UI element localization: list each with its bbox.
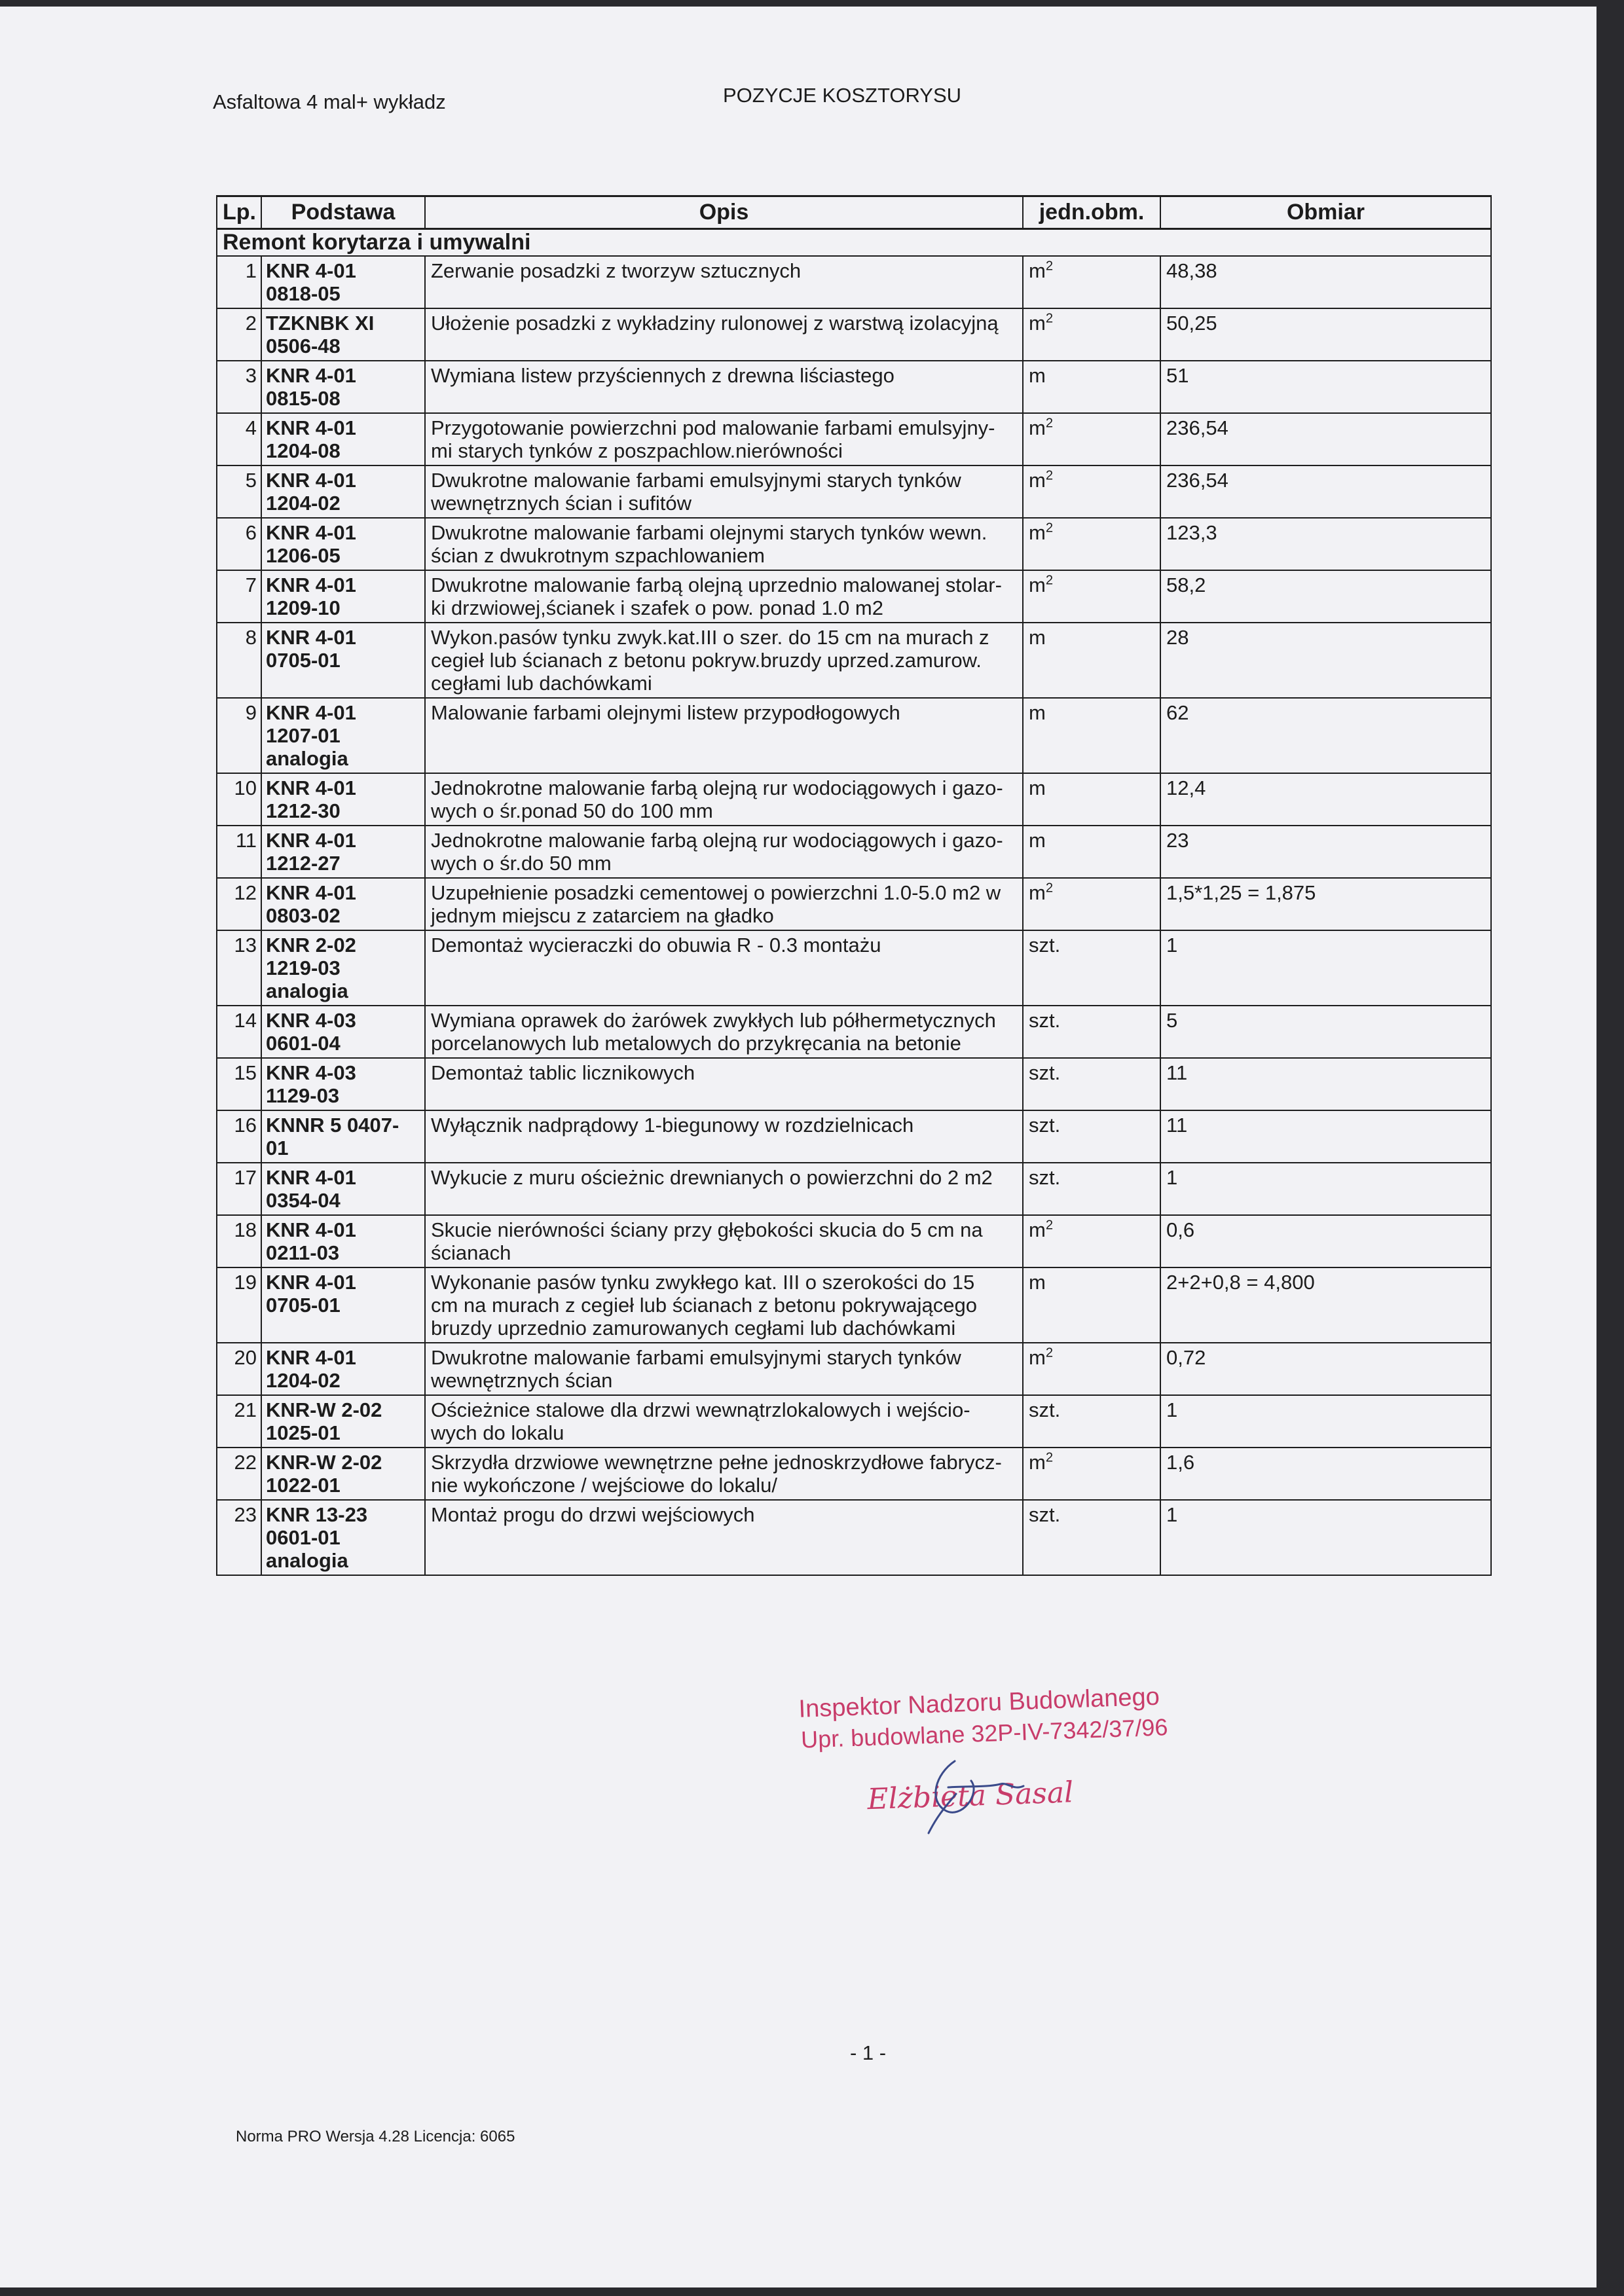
unit-cell [1023, 465, 1160, 518]
unit-text: szt. [1029, 1061, 1061, 1084]
row-number: 21 [217, 1395, 261, 1448]
basis-line: KNR 4-01 [266, 521, 356, 544]
table-row [217, 1163, 1491, 1215]
basis-line: 0211-03 [266, 1241, 340, 1264]
unit-cell [1023, 570, 1160, 623]
software-footer: Norma PRO Wersja 4.28 Licencja: 6065 [236, 2128, 515, 2145]
basis-cell [261, 570, 425, 623]
basis-line: KNR 4-01 [266, 701, 356, 724]
basis-line: 0803-02 [266, 904, 341, 927]
column-header-obmiar: Obmiar [1160, 196, 1491, 229]
handwritten-signature [909, 1748, 1033, 1846]
basis-line: 0601-01 [266, 1526, 341, 1549]
basis-line: KNR 4-01 [266, 881, 356, 904]
basis-cell [261, 773, 425, 826]
description-line: Dwukrotne malowanie farbami emulsyjnymi starych tynków [431, 469, 961, 492]
description-line: Dwukrotne malowanie farbami emulsyjnymi starych tynków [431, 1346, 961, 1369]
unit-text: szt. [1029, 1166, 1061, 1189]
basis-cell [261, 256, 425, 308]
description-cell [425, 930, 1023, 1006]
table-row [217, 1110, 1491, 1163]
unit-superscript: 2 [1045, 1450, 1054, 1465]
row-number: 11 [217, 826, 261, 878]
basis-cell [261, 518, 425, 570]
basis-line: 1207-01 [266, 724, 341, 747]
column-header-opis: Opis [425, 196, 1023, 229]
quantity-cell: 50,25 [1160, 308, 1491, 361]
basis-cell [261, 1500, 425, 1575]
unit-text: m [1029, 1218, 1046, 1241]
quantity-cell: 1 [1160, 1500, 1491, 1575]
unit-cell [1023, 1058, 1160, 1110]
table-row [217, 1058, 1491, 1110]
description-line: Jednokrotne malowanie farbą olejną rur wodociągowych i gazo- [431, 776, 1003, 799]
document-page [0, 7, 1596, 2287]
unit-cell [1023, 773, 1160, 826]
estimate-table [216, 195, 1492, 1576]
unit-cell [1023, 930, 1160, 1006]
description-line: Przygotowanie powierzchni pod malowanie farbami emulsyjny- [431, 416, 995, 439]
table-row [217, 1448, 1491, 1500]
description-line: Demontaż wycieraczki do obuwia R - 0.3 montażu [431, 934, 881, 957]
unit-cell [1023, 1267, 1160, 1343]
basis-line: 1212-27 [266, 852, 341, 875]
unit-superscript: 2 [1045, 573, 1054, 588]
description-cell [425, 256, 1023, 308]
description-cell [425, 1500, 1023, 1575]
quantity-cell: 1 [1160, 1163, 1491, 1215]
section-title: Remont korytarza i umywalni [217, 229, 1491, 257]
basis-line: 1209-10 [266, 596, 341, 619]
description-line: Ościeżnice stalowe dla drzwi wewnątrzlokalowych i wejścio- [431, 1398, 970, 1421]
quantity-cell: 1 [1160, 1395, 1491, 1448]
basis-cell [261, 1215, 425, 1267]
basis-line: 1206-05 [266, 544, 341, 567]
description-line: wych do lokalu [431, 1421, 564, 1444]
row-number: 5 [217, 465, 261, 518]
unit-cell [1023, 1500, 1160, 1575]
row-number: 7 [217, 570, 261, 623]
basis-line: 01 [266, 1137, 289, 1159]
quantity-cell: 11 [1160, 1058, 1491, 1110]
table-row [217, 413, 1491, 465]
description-line: Skrzydła drzwiowe wewnętrzne pełne jednoskrzydłowe fabrycz- [431, 1451, 1002, 1474]
unit-cell [1023, 1395, 1160, 1448]
basis-line: KNR 4-03 [266, 1009, 356, 1032]
row-number: 6 [217, 518, 261, 570]
description-line: wewnętrznych ścian [431, 1369, 613, 1392]
unit-cell [1023, 1163, 1160, 1215]
table-row [217, 361, 1491, 413]
unit-cell [1023, 1343, 1160, 1395]
quantity-cell: 5 [1160, 1006, 1491, 1058]
basis-cell [261, 361, 425, 413]
description-line: Wymiana listew przyściennych z drewna liściastego [431, 364, 895, 387]
unit-cell [1023, 1110, 1160, 1163]
unit-cell [1023, 623, 1160, 698]
basis-cell [261, 1110, 425, 1163]
basis-line: TZKNBK XI [266, 312, 375, 335]
report-title: POZYCJE KOSZTORYSU [723, 84, 962, 107]
unit-cell [1023, 1448, 1160, 1500]
quantity-cell: 236,54 [1160, 465, 1491, 518]
basis-cell [261, 1058, 425, 1110]
quantity-cell: 1 [1160, 930, 1491, 1006]
basis-cell [261, 1267, 425, 1343]
description-cell [425, 1343, 1023, 1395]
unit-superscript: 2 [1045, 311, 1054, 326]
description-cell [425, 1267, 1023, 1343]
basis-line: KNR 2-02 [266, 934, 356, 957]
basis-line: 1022-01 [266, 1474, 341, 1497]
quantity-cell: 11 [1160, 1110, 1491, 1163]
description-line: jednym miejscu z zatarciem na gładko [431, 904, 774, 927]
basis-line: 1212-30 [266, 799, 341, 822]
stamp-name: Elżbieta Sasal [866, 1776, 1075, 1817]
description-line: wych o śr.ponad 50 do 100 mm [431, 799, 713, 822]
basis-line: KNR 4-01 [266, 574, 356, 596]
quantity-cell: 0,6 [1160, 1215, 1491, 1267]
description-line: Jednokrotne malowanie farbą olejną rur wodociągowych i gazo- [431, 829, 1003, 852]
unit-cell [1023, 308, 1160, 361]
quantity-cell: 1,5*1,25 = 1,875 [1160, 878, 1491, 930]
quantity-cell: 1,6 [1160, 1448, 1491, 1500]
description-line: ścian z dwukrotnym szpachlowaniem [431, 544, 765, 567]
description-line: ścianach [431, 1241, 511, 1264]
table-row [217, 826, 1491, 878]
unit-text: m [1029, 701, 1046, 724]
row-number: 4 [217, 413, 261, 465]
unit-text: m [1029, 1451, 1046, 1474]
unit-text: m [1029, 416, 1046, 439]
unit-text: m [1029, 829, 1046, 852]
basis-cell [261, 1343, 425, 1395]
description-cell [425, 1110, 1023, 1163]
basis-line: KNR 4-01 [266, 1166, 356, 1189]
unit-cell [1023, 698, 1160, 773]
table-row [217, 1500, 1491, 1575]
description-cell [425, 1395, 1023, 1448]
quantity-cell: 51 [1160, 361, 1491, 413]
description-line: Uzupełnienie posadzki cementowej o powierzchni 1.0-5.0 m2 w [431, 881, 1001, 904]
basis-line: KNR 4-01 [266, 626, 356, 649]
basis-line: KNR 4-01 [266, 364, 356, 387]
description-line: cegieł lub ścianach z betonu pokryw.bruzdy uprzed.zamurow. [431, 649, 982, 672]
unit-text: m [1029, 574, 1046, 596]
unit-text: m [1029, 1271, 1046, 1294]
description-line: Demontaż tablic licznikowych [431, 1061, 695, 1084]
basis-cell [261, 698, 425, 773]
quantity-cell: 123,3 [1160, 518, 1491, 570]
description-line: porcelanowych lub metalowych do przykręcania na betonie [431, 1032, 961, 1055]
unit-text: m [1029, 1346, 1046, 1369]
basis-line: 1219-03 [266, 957, 341, 979]
table-row [217, 1395, 1491, 1448]
table-row [217, 878, 1491, 930]
row-number: 12 [217, 878, 261, 930]
description-line: Montaż progu do drzwi wejściowych [431, 1503, 755, 1526]
description-cell [425, 1058, 1023, 1110]
description-line: Wykonanie pasów tynku zwykłego kat. III o szerokości do 15 [431, 1271, 975, 1294]
unit-text: szt. [1029, 1114, 1061, 1137]
unit-superscript: 2 [1045, 1218, 1054, 1233]
basis-line: KNR 13-23 [266, 1503, 368, 1526]
unit-text: m [1029, 881, 1046, 904]
basis-cell [261, 878, 425, 930]
row-number: 10 [217, 773, 261, 826]
document-title: Asfaltowa 4 mal+ wykładz [213, 90, 446, 113]
description-line: mi starych tynków z poszpachlow.nierówności [431, 439, 843, 462]
description-line: Wykucie z muru ościeżnic drewnianych o powierzchni do 2 m2 [431, 1166, 993, 1189]
unit-text: m [1029, 259, 1046, 282]
description-line: nie wykończone / wejściowe do lokalu/ [431, 1474, 777, 1497]
basis-line: KNR 4-01 [266, 416, 356, 439]
table-row [217, 465, 1491, 518]
table-row [217, 930, 1491, 1006]
basis-cell [261, 1006, 425, 1058]
description-line: Dwukrotne malowanie farbami olejnymi starych tynków wewn. [431, 521, 987, 544]
row-number: 13 [217, 930, 261, 1006]
description-cell [425, 465, 1023, 518]
row-number: 23 [217, 1500, 261, 1575]
basis-line: KNR 4-01 [266, 1346, 356, 1369]
description-cell [425, 518, 1023, 570]
description-line: Wymiana oprawek do żarówek zwykłych lub półhermetycznych [431, 1009, 996, 1032]
basis-cell [261, 308, 425, 361]
basis-cell [261, 1163, 425, 1215]
basis-line: KNR 4-01 [266, 776, 356, 799]
table-row [217, 1215, 1491, 1267]
table-row [217, 308, 1491, 361]
basis-line: analogia [266, 979, 348, 1002]
row-number: 3 [217, 361, 261, 413]
table-row [217, 773, 1491, 826]
basis-line: KNR-W 2-02 [266, 1398, 382, 1421]
quantity-cell: 28 [1160, 623, 1491, 698]
stamp-license: Upr. budowlane 32P-IV-7342/37/96 [800, 1713, 1169, 1753]
table-row [217, 623, 1491, 698]
description-line: wewnętrznych ścian i sufitów [431, 492, 692, 515]
basis-line: 0705-01 [266, 649, 341, 672]
basis-line: 0506-48 [266, 335, 341, 357]
description-cell [425, 826, 1023, 878]
page-number: - 1 - [850, 2041, 887, 2064]
quantity-cell: 236,54 [1160, 413, 1491, 465]
basis-cell [261, 930, 425, 1006]
basis-cell [261, 623, 425, 698]
quantity-cell: 0,72 [1160, 1343, 1491, 1395]
table-row [217, 698, 1491, 773]
row-number: 8 [217, 623, 261, 698]
unit-superscript: 2 [1045, 468, 1054, 483]
row-number: 18 [217, 1215, 261, 1267]
table-row [217, 1343, 1491, 1395]
unit-text: m [1029, 469, 1046, 492]
quantity-cell: 62 [1160, 698, 1491, 773]
basis-line: KNR 4-01 [266, 1218, 356, 1241]
description-cell [425, 1448, 1023, 1500]
unit-text: m [1029, 364, 1046, 387]
unit-cell [1023, 1215, 1160, 1267]
description-line: cm na murach z cegieł lub ścianach z betonu pokrywającego [431, 1294, 978, 1317]
quantity-cell: 23 [1160, 826, 1491, 878]
unit-text: szt. [1029, 1503, 1061, 1526]
quantity-cell: 12,4 [1160, 773, 1491, 826]
basis-line: 1025-01 [266, 1421, 341, 1444]
unit-cell [1023, 826, 1160, 878]
row-number: 19 [217, 1267, 261, 1343]
description-cell [425, 308, 1023, 361]
basis-line: 1204-02 [266, 1369, 341, 1392]
quantity-cell: 2+2+0,8 = 4,800 [1160, 1267, 1491, 1343]
description-line: Zerwanie posadzki z tworzyw sztucznych [431, 259, 802, 282]
column-header-podstawa: Podstawa [261, 196, 425, 229]
basis-cell [261, 1448, 425, 1500]
description-cell [425, 1215, 1023, 1267]
row-number: 1 [217, 256, 261, 308]
basis-line: 0601-04 [266, 1032, 341, 1055]
basis-cell [261, 1395, 425, 1448]
row-number: 16 [217, 1110, 261, 1163]
description-line: wych o śr.do 50 mm [431, 852, 612, 875]
description-line: Dwukrotne malowanie farbą olejną uprzednio malowanej stolar- [431, 574, 1002, 596]
basis-line: KNR 4-01 [266, 1271, 356, 1294]
basis-cell [261, 413, 425, 465]
column-header-lp: Lp. [217, 196, 261, 229]
description-cell [425, 570, 1023, 623]
description-cell [425, 1006, 1023, 1058]
table-row [217, 1267, 1491, 1343]
description-cell [425, 413, 1023, 465]
basis-line: KNR 4-01 [266, 259, 356, 282]
description-line: cegłami lub dachówkami [431, 672, 652, 695]
description-line: bruzdy uprzednio zamurowanych cegłami lub dachówkami [431, 1317, 956, 1339]
description-line: Skucie nierówności ściany przy głębokości skucia do 5 cm na [431, 1218, 983, 1241]
basis-line: 1204-02 [266, 492, 341, 515]
basis-line: KNR 4-01 [266, 469, 356, 492]
row-number: 9 [217, 698, 261, 773]
section-row [217, 229, 1491, 257]
unit-text: szt. [1029, 1398, 1061, 1421]
unit-text: szt. [1029, 934, 1061, 957]
basis-cell [261, 826, 425, 878]
unit-cell [1023, 518, 1160, 570]
basis-line: analogia [266, 747, 348, 770]
description-line: Wykon.pasów tynku zwyk.kat.III o szer. do 15 cm na murach z [431, 626, 989, 649]
basis-line: 0705-01 [266, 1294, 341, 1317]
column-header-unit: jedn.obm. [1023, 196, 1160, 229]
unit-superscript: 2 [1045, 259, 1054, 274]
unit-cell [1023, 361, 1160, 413]
description-line: Malowanie farbami olejnymi listew przypodłogowych [431, 701, 900, 724]
row-number: 15 [217, 1058, 261, 1110]
quantity-cell: 58,2 [1160, 570, 1491, 623]
row-number: 17 [217, 1163, 261, 1215]
row-number: 14 [217, 1006, 261, 1058]
unit-text: szt. [1029, 1009, 1061, 1032]
basis-line: KNR 4-03 [266, 1061, 356, 1084]
basis-cell [261, 465, 425, 518]
description-cell [425, 773, 1023, 826]
basis-line: KNNR 5 0407- [266, 1114, 399, 1137]
description-cell [425, 361, 1023, 413]
unit-cell [1023, 878, 1160, 930]
unit-superscript: 2 [1045, 520, 1054, 536]
description-cell [425, 878, 1023, 930]
description-cell [425, 1163, 1023, 1215]
description-line: Wyłącznik nadprądowy 1-biegunowy w rozdzielnicach [431, 1114, 914, 1137]
row-number: 2 [217, 308, 261, 361]
table-header-row [217, 196, 1491, 229]
unit-superscript: 2 [1045, 881, 1054, 896]
basis-line: 0818-05 [266, 282, 341, 305]
row-number: 22 [217, 1448, 261, 1500]
basis-line: 1204-08 [266, 439, 341, 462]
unit-superscript: 2 [1045, 416, 1054, 431]
unit-text: m [1029, 626, 1046, 649]
unit-text: m [1029, 776, 1046, 799]
table-row [217, 1006, 1491, 1058]
unit-text: m [1029, 312, 1046, 335]
description-cell [425, 623, 1023, 698]
unit-cell [1023, 413, 1160, 465]
unit-cell [1023, 256, 1160, 308]
table-row [217, 570, 1491, 623]
description-cell [425, 698, 1023, 773]
basis-line: 1129-03 [266, 1084, 340, 1107]
description-line: ki drzwiowej,ścianek i szafek o pow. ponad 1.0 m2 [431, 596, 883, 619]
table-row [217, 518, 1491, 570]
basis-line: 0815-08 [266, 387, 341, 410]
basis-line: 0354-04 [266, 1189, 341, 1212]
table-row [217, 256, 1491, 308]
basis-line: analogia [266, 1549, 348, 1572]
basis-line: KNR 4-01 [266, 829, 356, 852]
basis-line: KNR-W 2-02 [266, 1451, 382, 1474]
quantity-cell: 48,38 [1160, 256, 1491, 308]
row-number: 20 [217, 1343, 261, 1395]
stamp-title: Inspektor Nadzoru Budowlanego [798, 1683, 1160, 1723]
unit-cell [1023, 1006, 1160, 1058]
unit-superscript: 2 [1045, 1345, 1054, 1360]
unit-text: m [1029, 521, 1046, 544]
description-line: Ułożenie posadzki z wykładziny rulonowej z warstwą izolacyjną [431, 312, 999, 335]
